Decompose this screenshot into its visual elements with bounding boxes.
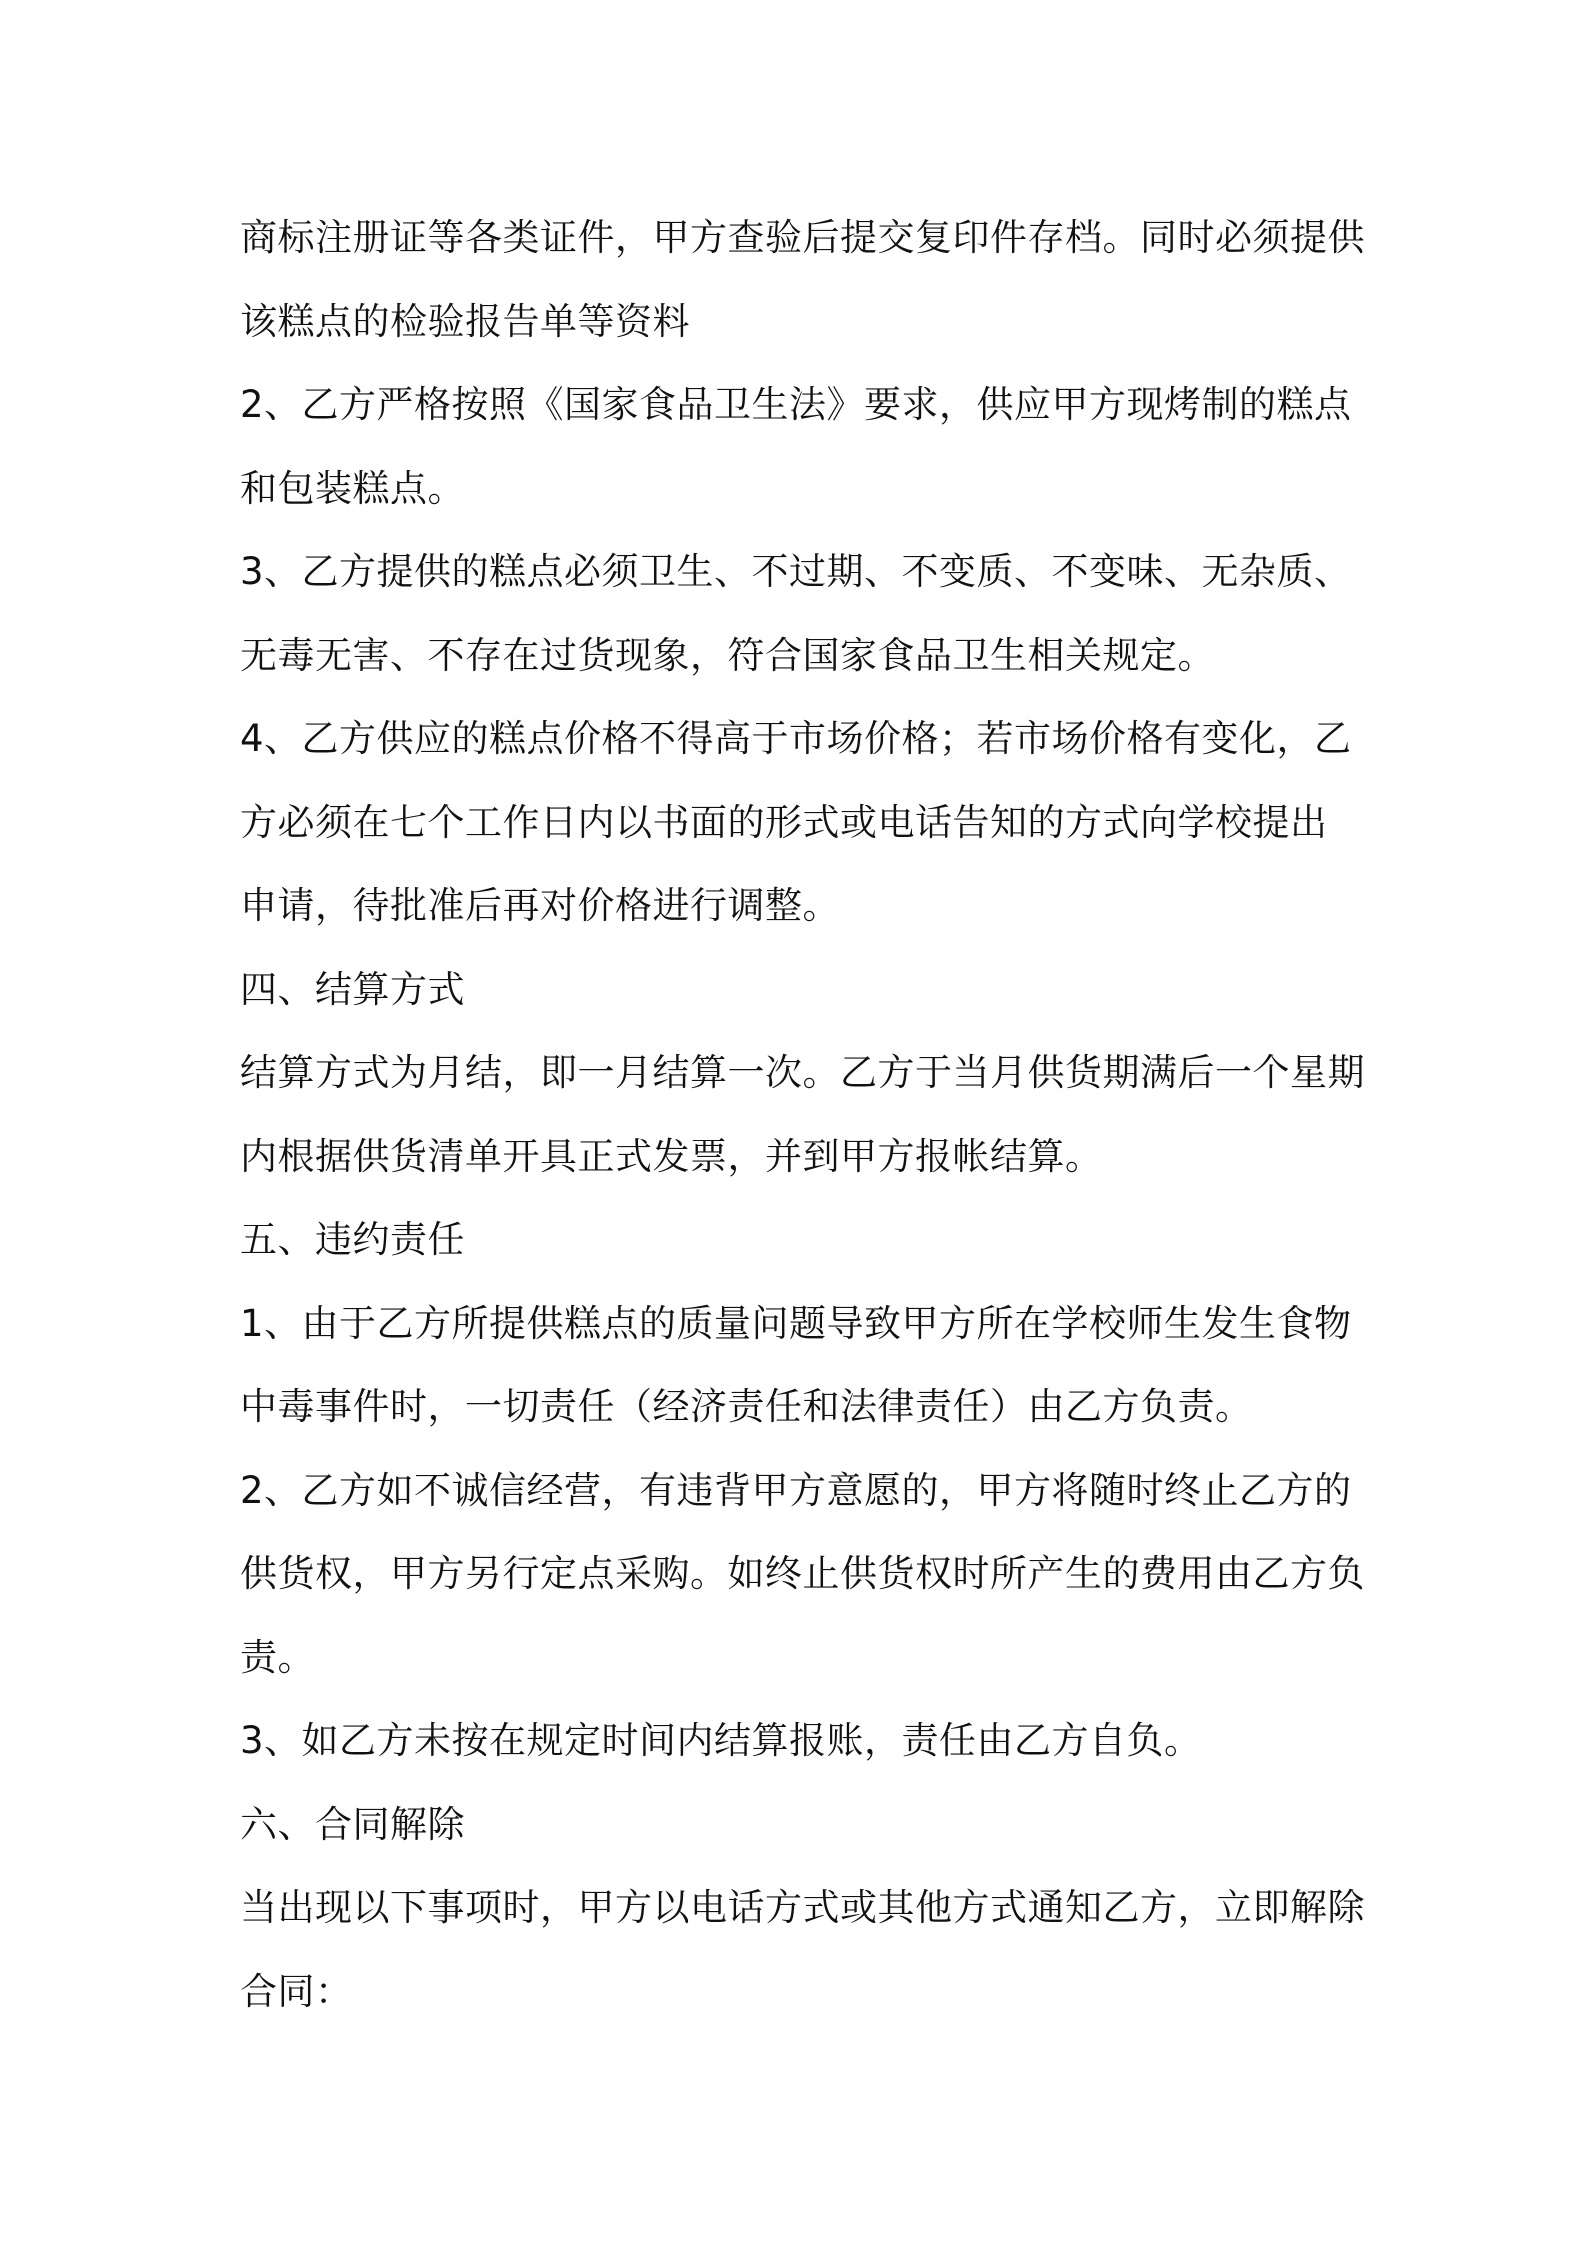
text-line: 和包装糕点。 bbox=[240, 466, 465, 510]
section-heading: 五、违约责任 bbox=[240, 1218, 465, 1261]
text-line: 2、乙方严格按照《国家食品卫生法》要求，供应甲方现烤制的糕点 bbox=[240, 383, 1352, 426]
text-line: 合同： bbox=[240, 1969, 353, 2013]
document-body bbox=[240, 196, 1365, 2033]
text-line: 3、如乙方未按在规定时间内结算报账，责任由乙方自负。 bbox=[240, 1719, 1202, 1762]
text-line: 结算方式为月结，即一月结算一次。乙方于当月供货期满后一个星期 bbox=[240, 1051, 1365, 1094]
text-line: 供货权，甲方另行定点采购。如终止供货权时所产生的费用由乙方负 bbox=[240, 1552, 1365, 1595]
text-line: 中毒事件时，一切责任（经济责任和法律责任）由乙方负责。 bbox=[240, 1385, 1253, 1428]
text-line: 无毒无害、不存在过货现象，符合国家食品卫生相关规定。 bbox=[240, 633, 1215, 677]
text-line: 方必须在七个工作日内以书面的形式或电话告知的方式向学校提出 bbox=[240, 800, 1328, 844]
text-line: 该糕点的检验报告单等资料 bbox=[240, 299, 690, 343]
text-line: 责。 bbox=[240, 1635, 315, 1679]
text-line: 1、由于乙方所提供糕点的质量问题导致甲方所在学校师生发生食物 bbox=[240, 1301, 1352, 1345]
section-heading: 六、合同解除 bbox=[240, 1802, 465, 1846]
text-line: 当出现以下事项时，甲方以电话方式或其他方式通知乙方，立即解除 bbox=[240, 1886, 1365, 1929]
text-line: 4、乙方供应的糕点价格不得高于市场价格；若市场价格有变化，乙 bbox=[240, 717, 1352, 760]
text-line: 2、乙方如不诚信经营，有违背甲方意愿的，甲方将随时终止乙方的 bbox=[240, 1468, 1352, 1512]
text-line: 申请，待批准后再对价格进行调整。 bbox=[240, 884, 840, 927]
text-line: 商标注册证等各类证件，甲方查验后提交复印件存档。同时必须提供 bbox=[240, 216, 1365, 259]
text-line: 3、乙方提供的糕点必须卫生、不过期、不变质、不变味、无杂质、 bbox=[240, 550, 1352, 593]
section-heading: 四、结算方式 bbox=[240, 967, 465, 1011]
text-line: 内根据供货清单开具正式发票，并到甲方报帐结算。 bbox=[240, 1134, 1103, 1178]
